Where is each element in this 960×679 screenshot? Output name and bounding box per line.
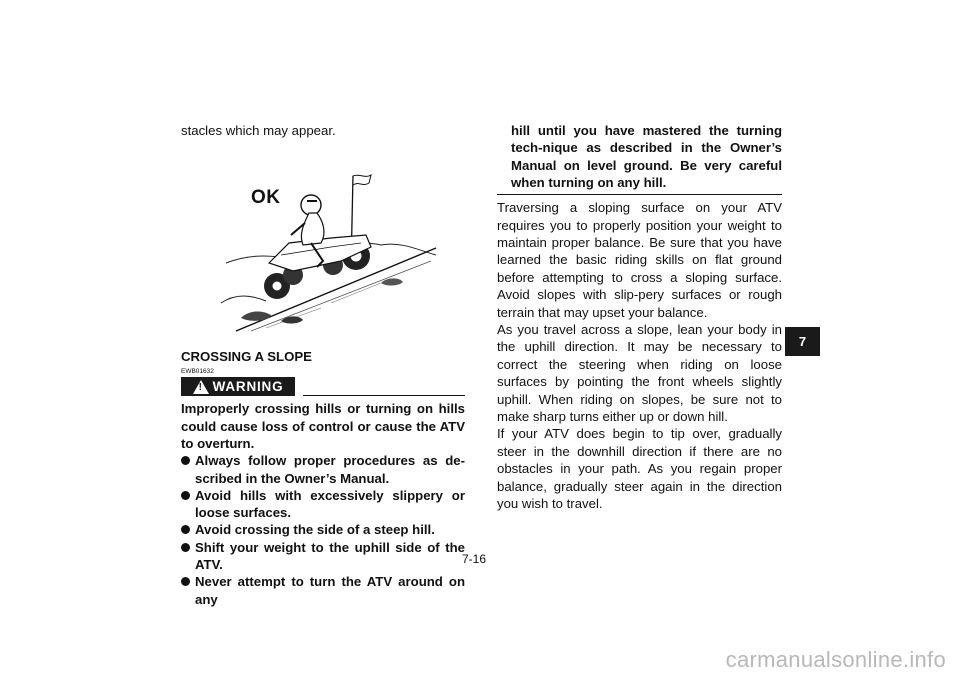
page-number: 7-16 <box>462 552 487 566</box>
body-paragraph-2: As you travel across a slope, lean your body in the uphill direction. It may be necessary to correct the steering when riding on loose surfaces by pointing the front wheels slightly uphill. When riding on slopes, be sure not to make sharp turns either up or down hill. <box>497 322 782 425</box>
list-item: Avoid crossing the side of a steep hill. <box>181 521 465 538</box>
warning-header <box>181 377 465 396</box>
atv-illustration-svg <box>181 143 465 333</box>
warning-triangle-icon: ! <box>193 380 209 394</box>
intro-text: stacles which may appear. <box>181 123 336 138</box>
list-item: Shift your weight to the uphill side of the ATV. <box>181 539 465 574</box>
list-item: Never attempt to turn the ATV around on any <box>181 573 465 608</box>
warning-text: Improperly crossing hills or turning on hills could cause loss of control or cause the ATV to overturn. <box>181 401 465 451</box>
right-column <box>497 117 782 513</box>
list-item: Always follow proper procedures as de-scribed in the Owner’s Manual. <box>181 452 465 487</box>
warning-end-rule <box>497 194 782 195</box>
chapter-tab: 7 <box>785 327 820 356</box>
warning-label: WARNING <box>212 379 284 395</box>
atv-slope-illustration <box>181 143 465 333</box>
bullet-dot-icon <box>181 491 190 500</box>
figure-ok-label: OK <box>251 187 281 209</box>
left-column <box>181 117 465 608</box>
body-paragraph-1: Traversing a sloping surface on your ATV requires you to properly position your weight to maintain proper balance. Be sure that you have learned the basic riding skills on flat ground before attempting to cross a sloping surface. Avoid slopes with slip-pery surfaces or rough terrain that may upset your balance. <box>497 200 782 320</box>
section-title: CROSSING A SLOPE <box>181 349 312 365</box>
bullet-dot-icon <box>181 577 190 586</box>
bullet-dot-icon <box>181 543 190 552</box>
warning-code: EWB01632 <box>181 368 214 376</box>
list-item: Avoid hills with excessively slippery or loose surfaces. <box>181 487 465 522</box>
warning-continuation: hill until you have mastered the turning tech-nique as described in the Owner’s Manual on level ground. Be very careful when turning on any hill. <box>511 123 782 190</box>
bullet-dot-icon <box>181 525 190 534</box>
bullet-dot-icon <box>181 456 190 465</box>
body-paragraph-3: If your ATV does begin to tip over, gradually steer in the downhill direction if there are no obstacles in your path. As you regain proper balance, gradually steer again in the direction you wish to travel. <box>497 426 782 512</box>
warning-label-box <box>181 377 295 396</box>
warning-rule <box>303 395 465 396</box>
watermark: carmanualsonline.info <box>725 647 946 672</box>
warning-bullet-list <box>181 452 465 608</box>
